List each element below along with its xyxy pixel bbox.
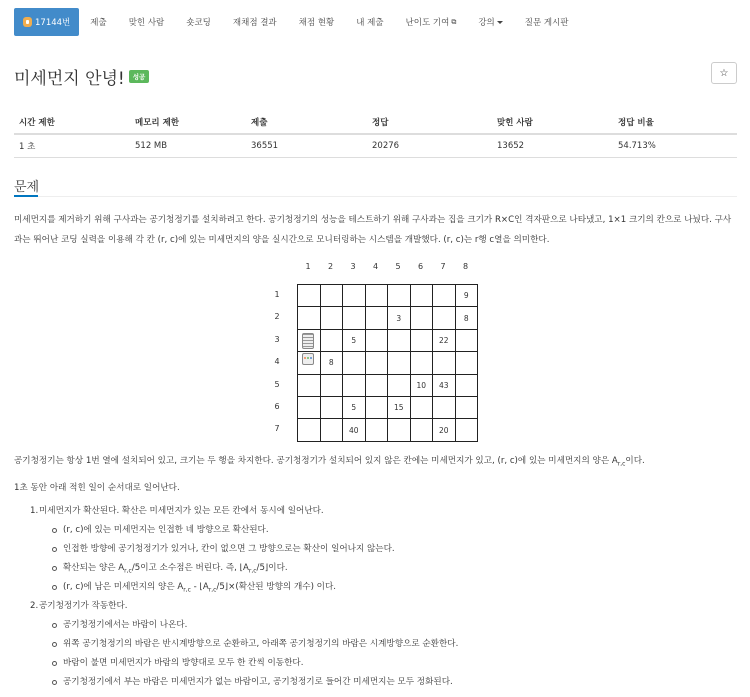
star-icon: ☆ <box>719 67 729 79</box>
subscript: r,c <box>124 567 132 575</box>
air-purifier-icon <box>302 333 314 349</box>
subscript: r,c <box>208 586 217 594</box>
grid-cell <box>321 330 344 352</box>
step-subtext: 인접한 방향에 공기청정기가 있거나, 칸이 없으면 그 방향으로는 확산이 일어나지 않는다. <box>63 544 395 554</box>
grid-cell <box>343 397 366 419</box>
grid-cell <box>298 419 321 441</box>
dust-value: 8 <box>328 358 334 368</box>
dust-value: 43 <box>438 380 449 390</box>
row-header: 2 <box>274 312 280 322</box>
solver-count: 13652 <box>492 134 613 158</box>
dust-value: 5 <box>351 403 357 413</box>
grid-cell <box>343 419 366 441</box>
dust-value: 8 <box>463 313 469 323</box>
tab-short-coding[interactable]: 숏코딩 <box>186 18 211 28</box>
grid-cell <box>433 397 456 419</box>
para2-text: 공기청정기는 항상 1번 열에 설치되어 있고, 크기는 두 행을 차지한다. 공기청정기가 설치되어 있지 않은 칸에는 미세먼지가 있고, (r, c)에 있는 미세먼지의 양은 A <box>14 456 618 466</box>
grid-cell <box>321 397 344 419</box>
row-header: 3 <box>274 334 280 344</box>
sub3-b: /5이고 소수점은 버린다. 즉, ⌊A <box>131 563 249 573</box>
grid-cell <box>433 419 456 441</box>
stats-header: 정답 <box>367 111 492 134</box>
step-subtext: 바람이 불면 미세먼지가 바람의 방향대로 모두 한 칸씩 이동한다. <box>63 658 304 668</box>
subscript: r,c <box>183 586 191 594</box>
problem-paragraph-2 <box>14 451 739 475</box>
grid-cell <box>456 419 479 441</box>
dust-value: 5 <box>351 335 357 345</box>
dust-value: 9 <box>463 291 469 301</box>
grid-cell <box>433 330 456 352</box>
step-subtext: 공기청정기에서 부는 바람은 미세먼지가 없는 바람이고, 공기청정기로 들어간 미세먼지는 모두 정화된다. <box>63 677 453 687</box>
dust-value: 22 <box>438 335 449 345</box>
grid-cell <box>343 307 366 329</box>
accepted-count: 20276 <box>367 134 492 158</box>
grid-cell <box>411 352 434 374</box>
grid-cell <box>388 330 411 352</box>
column-header: 2 <box>327 262 334 271</box>
step-number: 2. <box>30 601 39 611</box>
tab-difficulty[interactable] <box>395 8 468 36</box>
tab-my-submissions[interactable]: 내 제출 <box>356 18 384 28</box>
subscript: r,c <box>248 567 257 575</box>
column-header: 7 <box>440 262 446 271</box>
bullet-icon <box>52 528 57 533</box>
step-text: 미세먼지가 확산된다. 확산은 미세먼지가 있는 모든 칸에서 동시에 일어난다. <box>39 506 324 516</box>
time-limit: 1 초 <box>14 134 130 158</box>
step-subtext: 위쪽 공기청정기의 바람은 반시계방향으로 순환하고, 아래쪽 공기청정기의 바람은 시계방향으로 순환한다. <box>63 639 459 649</box>
caret-down-icon <box>497 21 503 24</box>
grid-cell <box>456 375 479 397</box>
bullet-icon <box>52 661 57 666</box>
grid-cell <box>388 419 411 441</box>
grid-cell <box>298 307 321 329</box>
dust-value: 10 <box>416 380 427 390</box>
tab-difficulty-label: 난이도 기여 <box>405 18 450 28</box>
grid-cell <box>343 352 366 374</box>
step-subtext: 공기청정기에서는 바람이 나온다. <box>63 620 188 630</box>
grid-cell <box>388 307 411 329</box>
stats-header: 정답 비율 <box>613 111 737 134</box>
row-header: 5 <box>274 379 280 389</box>
section-divider <box>14 196 737 197</box>
grid-cell <box>343 330 366 352</box>
bullet-icon <box>52 642 57 647</box>
grid-cell <box>411 330 434 352</box>
grid-cell <box>456 307 479 329</box>
grid-cell <box>321 419 344 441</box>
bullet-icon <box>52 680 57 685</box>
grid-cell <box>433 285 456 307</box>
sub3-a: 확산되는 양은 A <box>63 563 125 573</box>
grid-cell <box>433 352 456 374</box>
grid-cell <box>411 397 434 419</box>
grid-cell <box>411 375 434 397</box>
memory-limit: 512 MB <box>130 134 246 158</box>
submission-count: 36551 <box>246 134 367 158</box>
sub4-b: - ⌊A <box>190 582 209 592</box>
tab-lectures-label: 강의 <box>478 18 495 28</box>
tab-status[interactable]: 채점 현황 <box>298 18 335 28</box>
title-row <box>14 64 149 89</box>
external-link-icon: ⧉ <box>451 17 457 26</box>
dust-value: 3 <box>396 313 402 323</box>
sub4-c: /5⌋×(확산된 방향의 개수) 이다. <box>216 582 336 592</box>
row-header: 6 <box>274 402 280 411</box>
grid-cell <box>298 285 321 307</box>
problem-nav <box>14 8 580 36</box>
grid-cell <box>388 397 411 419</box>
dust-grid <box>297 284 478 442</box>
problem-stats-table <box>14 111 737 158</box>
stats-header: 제출 <box>246 111 367 134</box>
bullet-icon <box>52 547 57 552</box>
para2-tail: 이다. <box>625 456 645 466</box>
grid-cell <box>366 285 389 307</box>
row-header: 4 <box>274 357 280 367</box>
column-header: 5 <box>395 262 401 271</box>
grid-cell <box>456 330 479 352</box>
column-header: 1 <box>305 262 311 271</box>
grid-cell <box>343 285 366 307</box>
bullet-icon <box>52 623 57 628</box>
grid-cell <box>321 352 344 374</box>
column-header: 4 <box>372 262 379 271</box>
grid-cell <box>366 307 389 329</box>
section-underline <box>14 195 38 197</box>
grid-cell <box>411 285 434 307</box>
favorite-button[interactable] <box>711 62 737 84</box>
grid-cell <box>343 375 366 397</box>
grid-figure <box>268 255 488 445</box>
dust-value: 15 <box>393 403 404 413</box>
grid-cell <box>456 397 479 419</box>
stats-header: 메모리 제한 <box>130 111 246 134</box>
row-header: 1 <box>274 290 280 299</box>
grid-cell <box>433 375 456 397</box>
tab-rejudge[interactable]: 재채점 결과 <box>232 18 277 28</box>
stats-header: 맞힌 사람 <box>492 111 613 134</box>
accept-ratio: 54.713% <box>613 134 737 158</box>
solved-badge-icon <box>23 17 32 27</box>
step-number: 1. <box>30 506 39 516</box>
stats-header: 시간 제한 <box>14 111 130 134</box>
tab-solvers[interactable]: 맞힌 사람 <box>128 18 165 28</box>
air-purifier-icon <box>302 353 314 365</box>
bullet-icon <box>52 566 57 571</box>
tab-questions[interactable]: 질문 게시판 <box>524 18 569 28</box>
page-title: 미세먼지 안녕! <box>14 69 125 89</box>
step-text: 공기청정기가 작동한다. <box>39 601 128 611</box>
grid-cell <box>456 352 479 374</box>
grid-cell <box>366 330 389 352</box>
subscript: r,c <box>617 460 626 468</box>
step-subtext: (r, c)에 있는 미세먼지는 인접한 네 방향으로 확산된다. <box>63 525 269 535</box>
dust-value: 20 <box>438 425 449 435</box>
bullet-icon <box>52 585 57 590</box>
stats-header-row <box>14 111 737 134</box>
section-title-problem: 문제 <box>14 180 40 195</box>
tab-lectures[interactable] <box>467 8 513 36</box>
grid-cell <box>298 397 321 419</box>
grid-cell <box>298 352 321 374</box>
grid-cell <box>433 307 456 329</box>
grid-cell <box>456 285 479 307</box>
sub4-a: (r, c)에 남은 미세먼지의 양은 A <box>63 582 184 592</box>
sub3-c: /5⌋이다. <box>256 563 288 573</box>
grid-cell <box>366 352 389 374</box>
status-badge: 성공 <box>129 70 150 83</box>
column-header: 6 <box>417 262 424 271</box>
grid-cell <box>366 419 389 441</box>
grid-cell <box>321 307 344 329</box>
grid-cell <box>388 375 411 397</box>
column-header: 3 <box>350 262 356 271</box>
problem-paragraph-3: 1초 동안 아래 적힌 일이 순서대로 일어난다. <box>14 483 180 493</box>
grid-cell <box>411 307 434 329</box>
grid-cell <box>366 397 389 419</box>
column-header: 8 <box>462 262 469 271</box>
grid-cell <box>366 375 389 397</box>
grid-cell <box>298 330 321 352</box>
dust-value: 40 <box>348 425 359 435</box>
grid-cell <box>388 352 411 374</box>
grid-cell <box>321 285 344 307</box>
stats-value-row <box>14 134 737 158</box>
grid-cell <box>321 375 344 397</box>
row-header: 7 <box>274 424 280 434</box>
grid-cell <box>298 375 321 397</box>
grid-cell <box>411 419 434 441</box>
tab-submit[interactable]: 제출 <box>90 18 107 28</box>
problem-paragraph-1: 미세먼지를 제거하기 위해 구사과는 공기청정기를 설치하려고 한다. 공기청정기의 성능을 테스트하기 위해 구사과는 집을 크기가 R×C인 격자판으로 나타냈고, 1×1 크기의 칸으로 나눴다. 구사과는 뛰어난 코딩 실력을 이용해 각 칸 (r, c)에 있는 미세먼지의 양을 실시간으로 모니터링하는 시스템을 개발했다. (r, c)는 r행 c열을 의미한다. <box>14 215 732 245</box>
tab-problem[interactable] <box>14 8 79 36</box>
grid-cell <box>388 285 411 307</box>
problem-id: 17144번 <box>35 18 71 28</box>
